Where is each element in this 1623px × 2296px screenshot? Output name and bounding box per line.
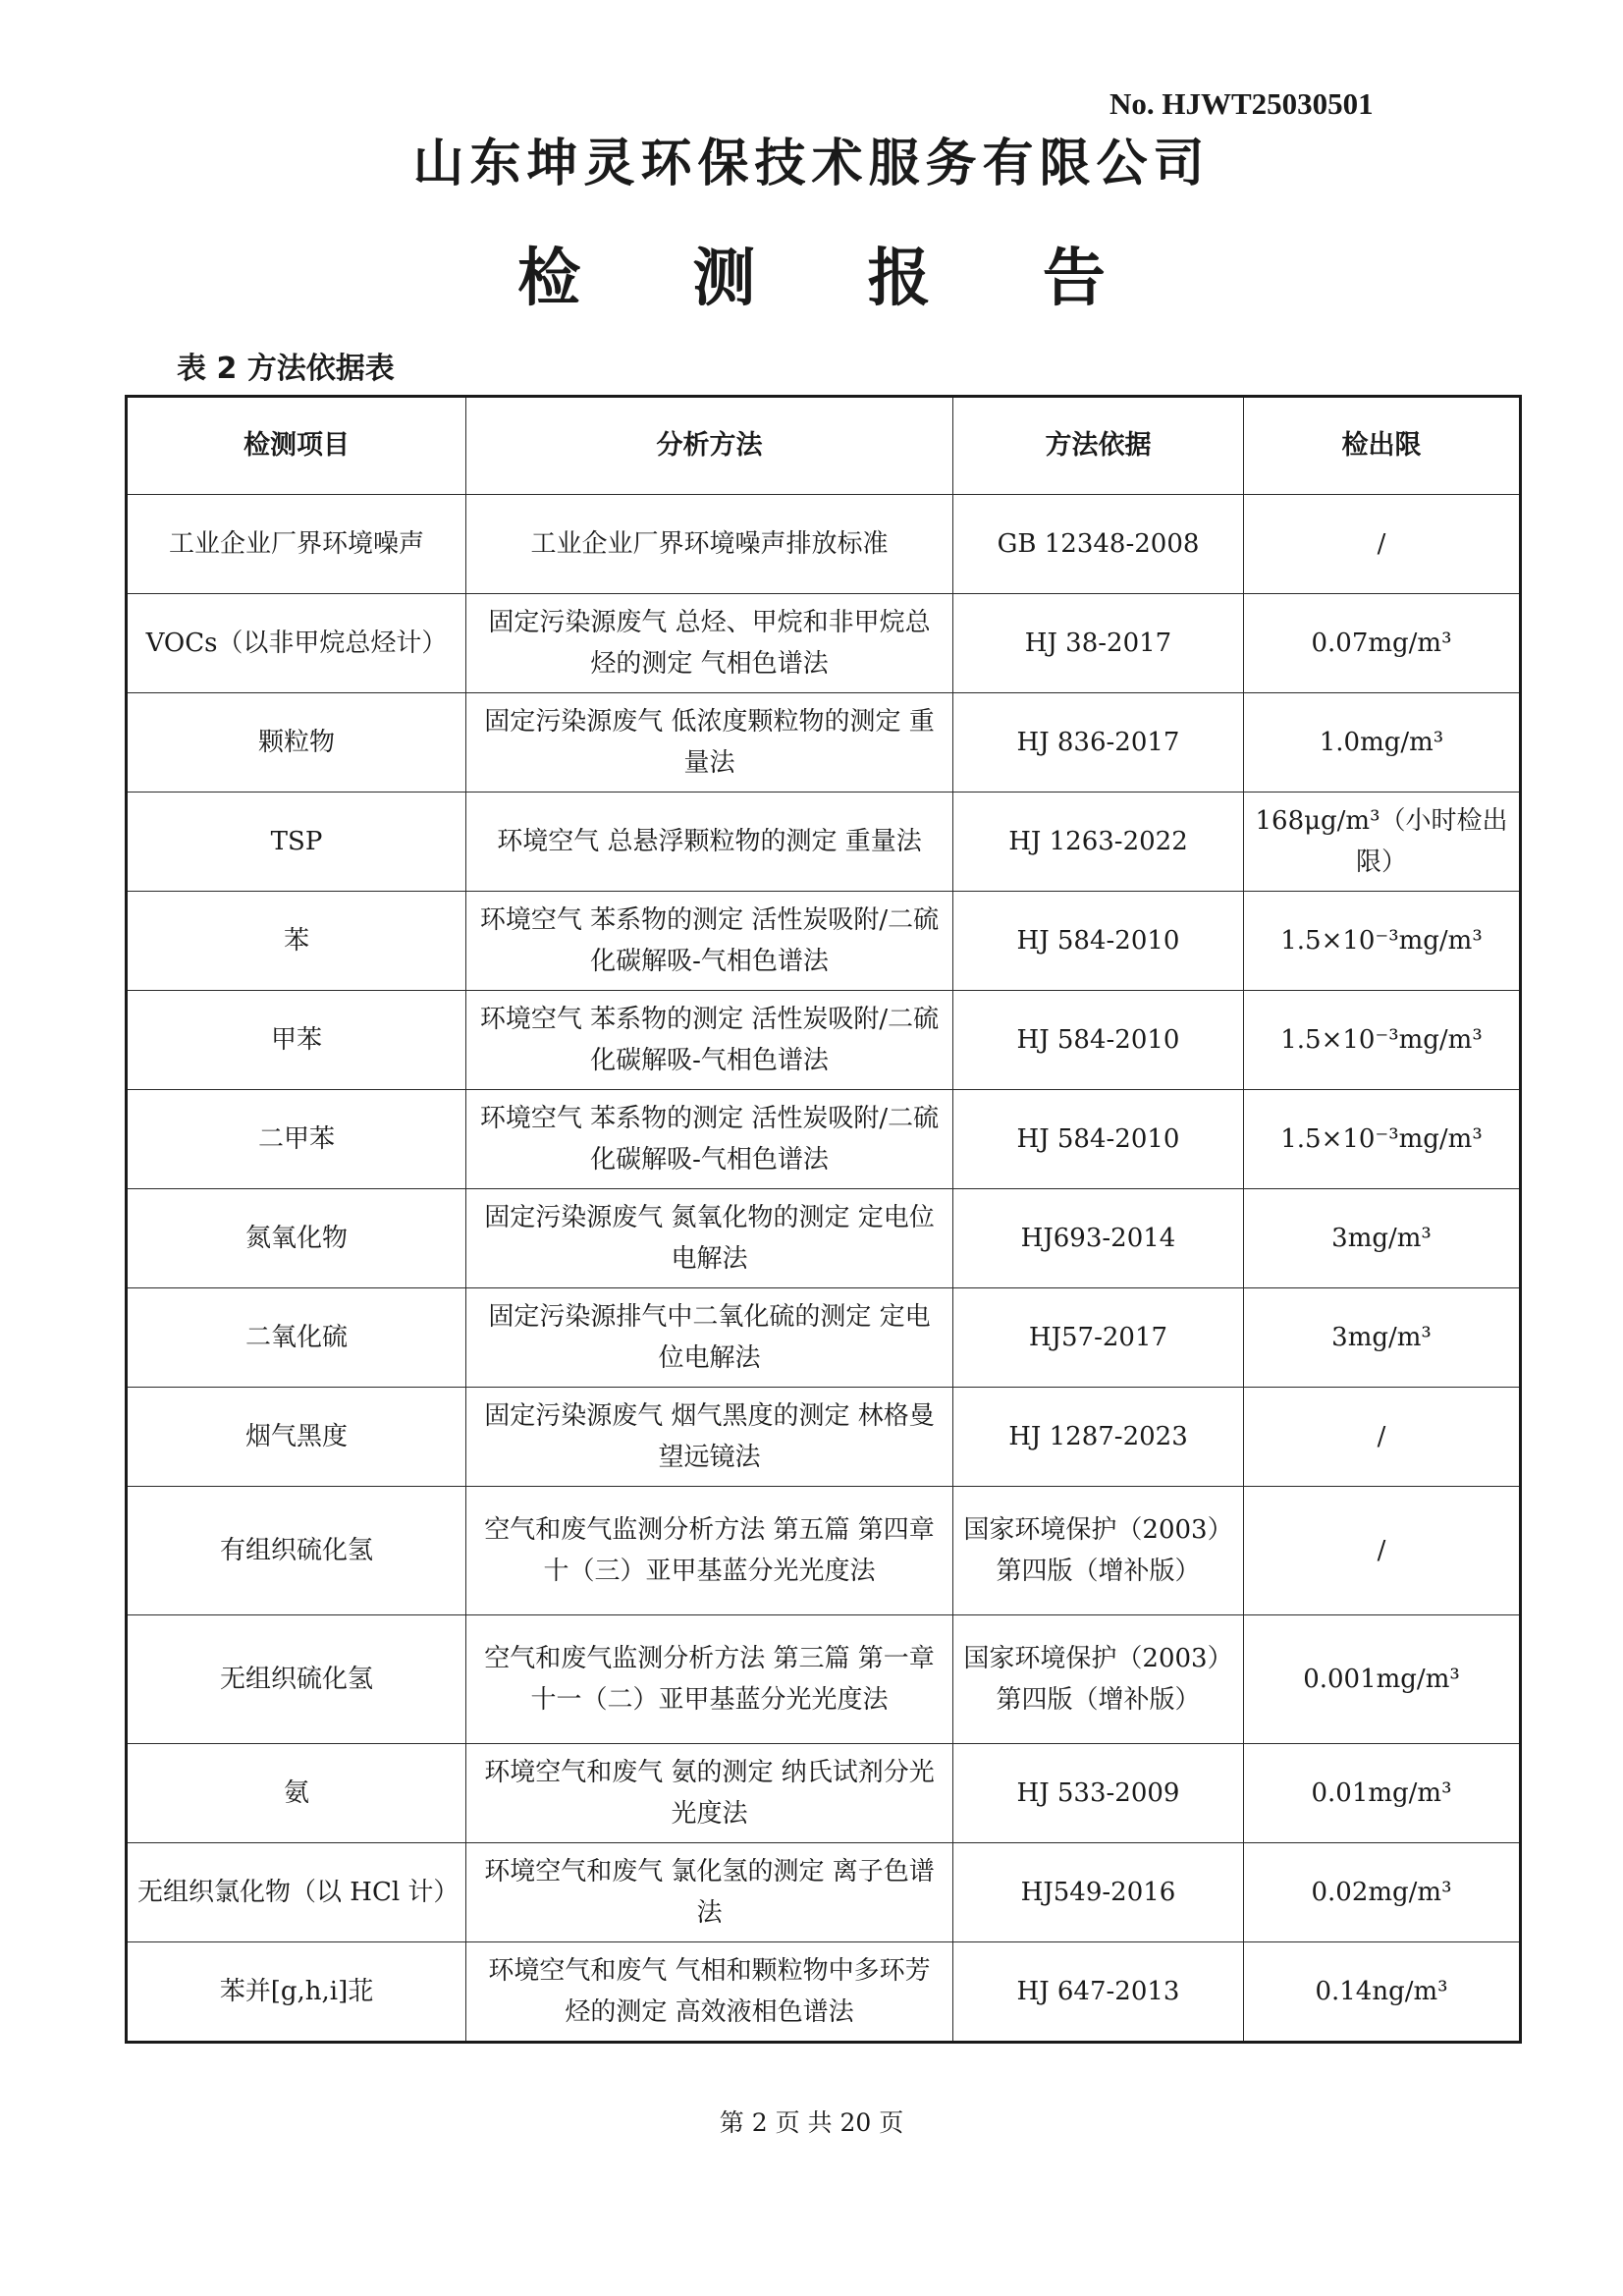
cell-limit: 168μg/m³（小时检出限） — [1244, 793, 1521, 892]
table-row — [127, 693, 1521, 793]
table-header-row — [127, 397, 1521, 495]
cell-item: VOCs（以非甲烷总烃计） — [127, 594, 466, 693]
cell-basis: HJ 584-2010 — [953, 892, 1244, 991]
table-row — [127, 1843, 1521, 1942]
cell-limit: 3mg/m³ — [1244, 1189, 1521, 1288]
cell-method: 固定污染源排气中二氧化硫的测定 定电位电解法 — [466, 1288, 953, 1388]
cell-item: 苯并[g,h,i]苝 — [127, 1942, 466, 2043]
cell-method: 环境空气 总悬浮颗粒物的测定 重量法 — [466, 793, 953, 892]
table-row — [127, 1388, 1521, 1487]
cell-method: 空气和废气监测分析方法 第五篇 第四章十（三）亚甲基蓝分光光度法 — [466, 1487, 953, 1615]
table-row — [127, 1942, 1521, 2043]
cell-method: 空气和废气监测分析方法 第三篇 第一章 十一（二）亚甲基蓝分光光度法 — [466, 1615, 953, 1744]
method-basis-table — [125, 395, 1522, 2044]
cell-item: 苯 — [127, 892, 466, 991]
cell-limit: 3mg/m³ — [1244, 1288, 1521, 1388]
cell-limit: 1.5×10⁻³mg/m³ — [1244, 991, 1521, 1090]
cell-basis: HJ57-2017 — [953, 1288, 1244, 1388]
cell-limit: 0.001mg/m³ — [1244, 1615, 1521, 1744]
cell-item: 氮氧化物 — [127, 1189, 466, 1288]
table-caption: 表 2 方法依据表 — [177, 352, 395, 386]
cell-method: 固定污染源废气 烟气黑度的测定 林格曼望远镜法 — [466, 1388, 953, 1487]
page-number: 第 2 页 共 20 页 — [719, 2108, 904, 2137]
cell-basis: HJ693-2014 — [953, 1189, 1244, 1288]
cell-basis: 国家环境保护（2003）第四版（增补版） — [953, 1487, 1244, 1615]
cell-item: 烟气黑度 — [127, 1388, 466, 1487]
cell-basis: HJ 1263-2022 — [953, 793, 1244, 892]
table-row — [127, 594, 1521, 693]
cell-limit: 1.0mg/m³ — [1244, 693, 1521, 793]
table-row — [127, 793, 1521, 892]
table-row — [127, 991, 1521, 1090]
cell-limit: 0.01mg/m³ — [1244, 1744, 1521, 1843]
cell-basis: HJ 584-2010 — [953, 1090, 1244, 1189]
report-number: No. HJWT25030501 — [1109, 86, 1374, 121]
cell-basis: HJ 38-2017 — [953, 594, 1244, 693]
cell-item: 氨 — [127, 1744, 466, 1843]
table-row — [127, 1615, 1521, 1744]
cell-method: 工业企业厂界环境噪声排放标准 — [466, 495, 953, 594]
cell-limit: 1.5×10⁻³mg/m³ — [1244, 1090, 1521, 1189]
table-row — [127, 1288, 1521, 1388]
cell-basis: HJ 584-2010 — [953, 991, 1244, 1090]
cell-limit: / — [1244, 1388, 1521, 1487]
table-row — [127, 1487, 1521, 1615]
cell-method: 环境空气和废气 氨的测定 纳氏试剂分光光度法 — [466, 1744, 953, 1843]
column-header-method: 分析方法 — [466, 397, 953, 495]
cell-method: 环境空气和废气 气相和颗粒物中多环芳烃的测定 高效液相色谱法 — [466, 1942, 953, 2043]
table-row — [127, 1744, 1521, 1843]
cell-method: 环境空气和废气 氯化氢的测定 离子色谱法 — [466, 1843, 953, 1942]
cell-item: 无组织硫化氢 — [127, 1615, 466, 1744]
cell-limit: 1.5×10⁻³mg/m³ — [1244, 892, 1521, 991]
cell-limit: / — [1244, 1487, 1521, 1615]
cell-item: 二甲苯 — [127, 1090, 466, 1189]
cell-item: 有组织硫化氢 — [127, 1487, 466, 1615]
cell-method: 固定污染源废气 总烃、甲烷和非甲烷总烃的测定 气相色谱法 — [466, 594, 953, 693]
table-row — [127, 892, 1521, 991]
cell-method: 固定污染源废气 氮氧化物的测定 定电位电解法 — [466, 1189, 953, 1288]
cell-limit: / — [1244, 495, 1521, 594]
table-row — [127, 1090, 1521, 1189]
cell-method: 环境空气 苯系物的测定 活性炭吸附/二硫化碳解吸-气相色谱法 — [466, 991, 953, 1090]
cell-method: 环境空气 苯系物的测定 活性炭吸附/二硫化碳解吸-气相色谱法 — [466, 892, 953, 991]
column-header-limit: 检出限 — [1244, 397, 1521, 495]
cell-method: 环境空气 苯系物的测定 活性炭吸附/二硫化碳解吸-气相色谱法 — [466, 1090, 953, 1189]
cell-limit: 0.02mg/m³ — [1244, 1843, 1521, 1942]
cell-method: 固定污染源废气 低浓度颗粒物的测定 重量法 — [466, 693, 953, 793]
cell-item: 二氧化硫 — [127, 1288, 466, 1388]
cell-basis: 国家环境保护（2003）第四版（增补版） — [953, 1615, 1244, 1744]
column-header-basis: 方法依据 — [953, 397, 1244, 495]
cell-basis: HJ549-2016 — [953, 1843, 1244, 1942]
cell-item: TSP — [127, 793, 466, 892]
cell-basis: GB 12348-2008 — [953, 495, 1244, 594]
cell-basis: HJ 1287-2023 — [953, 1388, 1244, 1487]
cell-limit: 0.14ng/m³ — [1244, 1942, 1521, 2043]
cell-basis: HJ 836-2017 — [953, 693, 1244, 793]
table-row — [127, 1189, 1521, 1288]
cell-item: 颗粒物 — [127, 693, 466, 793]
company-name: 山东坤灵环保技术服务有限公司 — [412, 135, 1211, 193]
cell-limit: 0.07mg/m³ — [1244, 594, 1521, 693]
table-row — [127, 495, 1521, 594]
report-title: 检 测 报 告 — [517, 243, 1151, 315]
cell-item: 无组织氯化物（以 HCl 计） — [127, 1843, 466, 1942]
cell-basis: HJ 533-2009 — [953, 1744, 1244, 1843]
column-header-item: 检测项目 — [127, 397, 466, 495]
cell-item: 工业企业厂界环境噪声 — [127, 495, 466, 594]
cell-item: 甲苯 — [127, 991, 466, 1090]
cell-basis: HJ 647-2013 — [953, 1942, 1244, 2043]
